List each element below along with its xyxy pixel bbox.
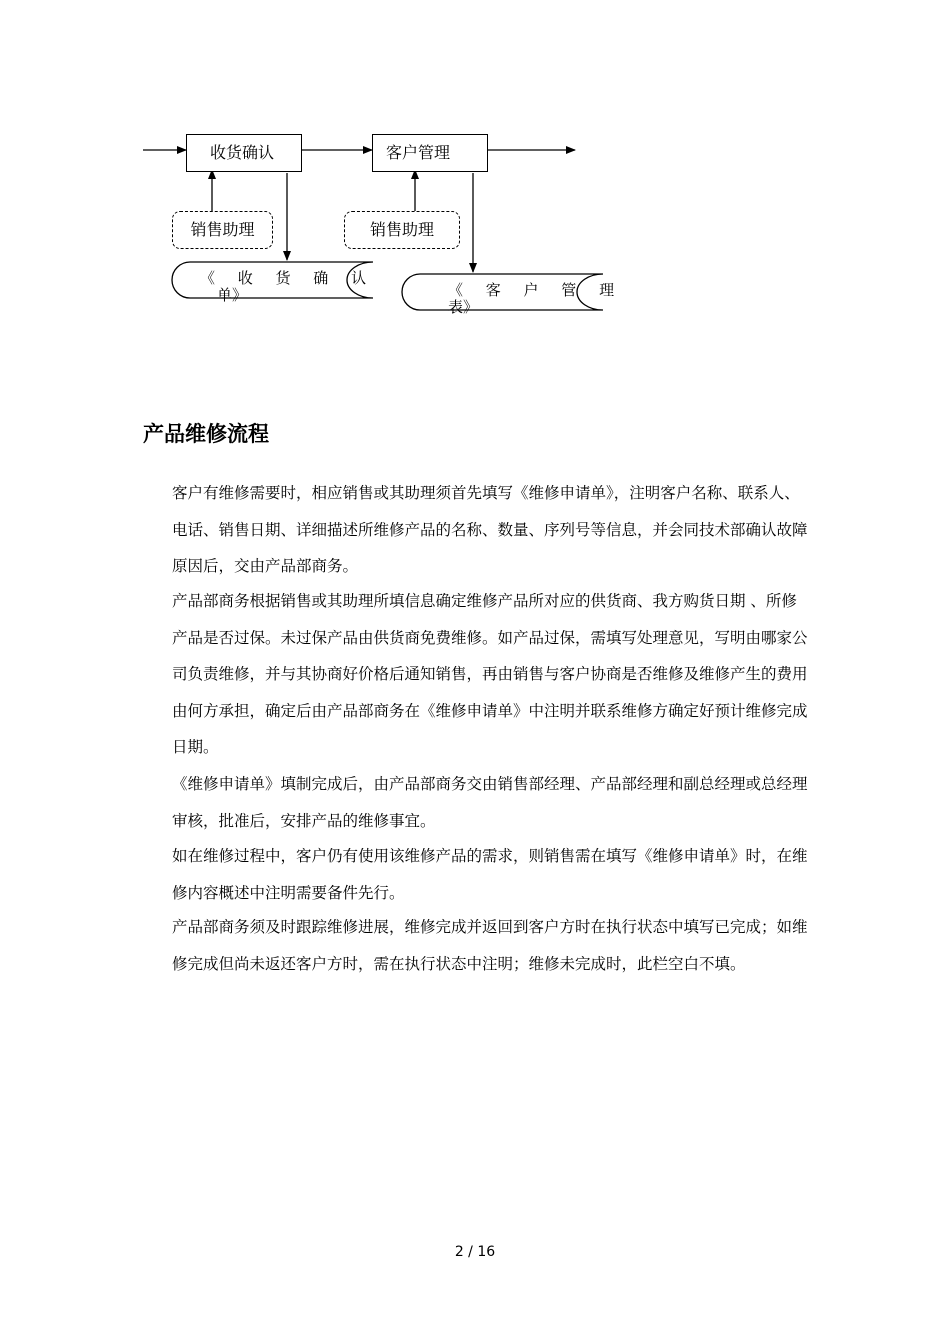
paragraph-4: 如在维修过程中，客户仍有使用该维修产品的需求，则销售需在填写《维修申请单》时，在维修内容概述中注明需要备件先行。 xyxy=(172,847,808,902)
doc-receipt-line2: 单》 xyxy=(217,286,248,304)
paragraph-2: 产品部商务根据销售或其助理所填信息确定维修产品所对应的供货商、我方购货日期 、所修产品是否过保。未过保产品由供货商免费维修。如产品过保，需填写处理意见，写明由哪家公司负责维修，并与其协商好价格后通知销售，再由销售与客户协商是否维修及维修产生的费用由何方承担，确定后由产品部商务在《维修申请单》中注明并联系维修方确定好预计维修完成日期。 xyxy=(172,592,808,756)
page-number: 2 / 16 xyxy=(454,1244,496,1260)
doc-customer-line1: 《 客 户 管 理 xyxy=(448,281,624,299)
flowchart xyxy=(0,0,950,340)
sales-assistant-box-left xyxy=(172,211,273,249)
section-title: 产品维修流程 xyxy=(143,422,269,446)
doc-customer-label xyxy=(448,282,623,316)
customer-management-label: 客户管理 xyxy=(386,143,451,162)
doc-receipt-label xyxy=(200,270,375,304)
sales-assistant-box-right xyxy=(344,211,460,249)
customer-management-box xyxy=(372,134,488,172)
receipt-confirm-label: 收货确认 xyxy=(210,143,275,162)
sales-assistant-label-left: 销售助理 xyxy=(190,220,255,239)
doc-customer-line2: 表》 xyxy=(448,298,479,316)
paragraph-5: 产品部商务须及时跟踪维修进展，维修完成并返回到客户方时在执行状态中填写已完成；如维修完成但尚未返还客户方时，需在执行状态中注明；维修未完成时，此栏空白不填。 xyxy=(172,918,808,973)
sales-assistant-label-right: 销售助理 xyxy=(369,220,434,239)
paragraph-3: 《维修申请单》填制完成后，由产品部商务交由销售部经理、产品部经理和副总经理或总经理审核，批准后，安排产品的维修事宜。 xyxy=(172,775,808,830)
paragraph-1: 客户有维修需要时，相应销售或其助理须首先填写《维修申请单》，注明客户名称、联系人、电话、销售日期、详细描述所维修产品的名称、数量、序列号等信息，并会同技术部确认故障原因后，交由产品部商务。 xyxy=(172,484,808,575)
doc-receipt-line1: 《 收 货 确 认 xyxy=(200,269,376,287)
receipt-confirm-box xyxy=(186,134,302,172)
